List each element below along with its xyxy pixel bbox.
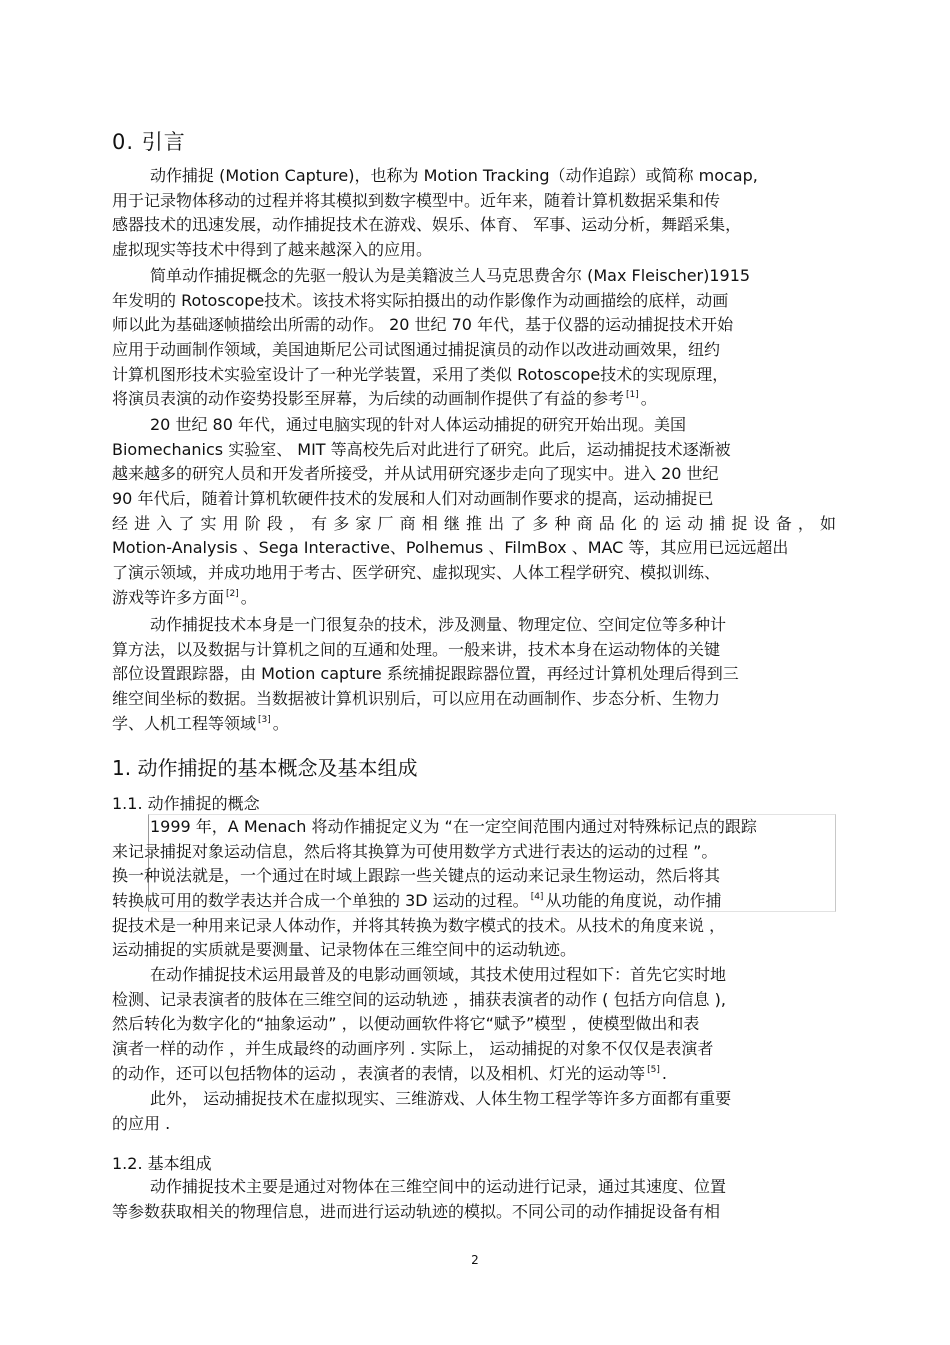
- page-number: 2: [471, 1253, 479, 1267]
- subsection-heading-1-1: 1.1. 动作捕捉的概念: [112, 794, 260, 813]
- paragraph-line: 用于记录物体移动的过程并将其模拟到数字模型中。近年来，随着计算机数据采集和传: [112, 190, 721, 210]
- paragraph-line: 虚拟现实等技术中得到了越来越深入的应用。: [112, 240, 433, 260]
- paragraph-line: 演者一样的动作 ，并生成最终的动画序列 . 实际上， 运动捕捉的对象不仅仅是表演者: [112, 1039, 714, 1059]
- paragraph-line: Biomechanics 实验室、 MIT 等高校先后对此进行了研究。此后，运动捕捉技术逐渐被: [112, 439, 731, 459]
- line-continuation: 从功能的角度说，动作捕: [545, 891, 722, 911]
- paragraph-line: 等参数获取相关的物理信息，进而进行运动轨迹的模拟。不同公司的动作捕捉设备有相: [112, 1201, 721, 1221]
- paragraph-line: 年发明的 Rotoscope技术。该技术将实际拍摄出的动作影像作为动画描绘的底样，动画: [112, 290, 729, 310]
- line-end: 。: [640, 389, 657, 409]
- line-end: .: [661, 1063, 667, 1083]
- paragraph-intro-3: [112, 413, 842, 611]
- section-heading-intro: 0. 引言: [112, 130, 186, 154]
- paragraph-line: 动作捕捉技术主要是通过对物体在三维空间中的运动进行记录，通过其速度、位置: [150, 1177, 727, 1196]
- citation-ref: [3]: [258, 714, 271, 725]
- paragraph-intro-4: [112, 613, 842, 736]
- paragraph-line: [112, 712, 842, 737]
- paragraph-line: 算方法，以及数据与计算机之间的互通和处理。一般来讲，技术本身在运动物体的关键: [112, 639, 721, 659]
- paragraph-line: [112, 889, 842, 914]
- paragraph-line: 动作捕捉 (Motion Capture)，也称为 Motion Tracking（动作追踪）或简称 mocap,: [150, 166, 758, 185]
- paragraph-concept-3: [112, 1087, 842, 1136]
- citation-ref: [4]: [530, 892, 544, 903]
- paragraph-line: 计算机图形技术实验室设计了一种光学装置，采用了类似 Rotoscope技术的实现原理，: [112, 364, 729, 384]
- paragraph-line: [112, 586, 842, 611]
- paragraph-line: 20 世纪 80 年代，通过电脑实现的针对人体运动捕捉的研究开始出现。美国: [150, 415, 686, 434]
- paragraph-line: 1999 年，A Menach 将动作捕捉定义为 “在一定空间范围内通过对特殊标记点的跟踪: [150, 817, 757, 836]
- paragraph-line: [112, 1062, 842, 1087]
- paragraph-line: 的应用 .: [112, 1113, 171, 1133]
- paragraph-intro-2: [112, 264, 842, 412]
- paragraph-line: 部位设置跟踪器，由 Motion capture 系统捕捉跟踪器位置，再经过计算机处理后得到三: [112, 664, 739, 684]
- citation-ref: [1]: [626, 390, 639, 401]
- line-text: 学、人机工程等领域: [112, 713, 257, 733]
- paragraph-concept-2: [112, 963, 842, 1086]
- section-heading-1: 1. 动作捕捉的基本概念及基本组成: [112, 756, 418, 780]
- paragraph-line: 越来越多的研究人员和开发者所接受，并从试用研究逐步走向了现实中。进入 20 世纪: [112, 464, 719, 484]
- line-text: 游戏等许多方面: [112, 587, 225, 607]
- line-text: 转换成可用的数学表达并合成一个单独的 3D 运动的过程。: [112, 891, 529, 911]
- paragraph-components: [112, 1175, 842, 1224]
- paragraph-line: 应用于动画制作领域，美国迪斯尼公司试图通过捕捉演员的动作以改进动画效果，纽约: [112, 340, 721, 360]
- paragraph-line: 简单动作捕捉概念的先驱一般认为是美籍波兰人马克思费舍尔 (Max Fleischer)1915: [150, 266, 751, 285]
- paragraph-line: Motion-Analysis 、Sega Interactive、Polhemus 、FilmBox 、MAC 等，其应用已远远超出: [112, 538, 789, 558]
- line-end: 。: [240, 587, 257, 607]
- paragraph-line: 90 年代后，随着计算机软硬件技术的发展和人们对动画制作要求的提高，运动捕捉已: [112, 489, 714, 509]
- subsection-heading-1-2: 1.2. 基本组成: [112, 1154, 212, 1173]
- paragraph-line: 捉技术是一种用来记录人体动作，并将其转换为数字模式的技术。从技术的角度来说 ，: [112, 915, 726, 935]
- paragraph-intro-1: [112, 164, 842, 263]
- paragraph-line: 感器技术的迅速发展，动作捕捉技术在游戏、娱乐、体育、 军事、运动分析，舞蹈采集，: [112, 215, 742, 235]
- paragraph-line: 师以此为基础逐帧描绘出所需的动作。 20 世纪 70 年代，基于仪器的运动捕捉技术开始: [112, 315, 734, 335]
- paragraph-line: 此外， 运动捕捉技术在虚拟现实、三维游戏、人体生物工程学等许多方面都有重要: [150, 1089, 732, 1108]
- paragraph-line: 运动捕捉的实质就是要测量、记录物体在三维空间中的运动轨迹。: [112, 940, 577, 960]
- line-end: 。: [272, 713, 289, 733]
- paragraph-line: 经进入了实用阶段，有多家厂商相继推出了多种商品化的运动捕捉设备，如: [112, 513, 836, 533]
- paragraph-line: 检测、记录表演者的肢体在三维空间的运动轨迹 ，捕获表演者的动作 ( 包括方向信息 ),: [112, 989, 726, 1009]
- paragraph-line: 维空间坐标的数据。当数据被计算机识别后，可以应用在动画制作、步态分析、生物力: [112, 689, 721, 709]
- paragraph-concept-1: [112, 815, 842, 963]
- paragraph-line: 在动作捕捉技术运用最普及的电影动画领域，其技术使用过程如下：首先它实时地: [150, 965, 727, 984]
- paragraph-line: 动作捕捉技术本身是一门很复杂的技术，涉及测量、物理定位、空间定位等多种计: [150, 615, 727, 634]
- paragraph-line: 了演示领域，并成功地用于考古、医学研究、虚拟现实、人体工程学研究、模拟训练、: [112, 563, 721, 583]
- paragraph-line: [112, 387, 842, 412]
- paragraph-line: 来记录捕捉对象运动信息，然后将其换算为可使用数学方式进行表达的运动的过程 ”。: [112, 841, 718, 861]
- citation-ref: [5]: [647, 1064, 660, 1075]
- line-text: 将演员表演的动作姿势投影至屏幕，为后续的动画制作提供了有益的参考: [112, 389, 625, 409]
- paragraph-line: 然后转化为数字化的“抽象运动” ，以便动画软件将它“赋予”模型 ，使模型做出和表: [112, 1014, 700, 1034]
- paragraph-line: 换一种说法就是，一个通过在时域上跟踪一些关键点的运动来记录生物运动，然后将其: [112, 866, 721, 886]
- citation-ref: [2]: [226, 588, 239, 599]
- line-text: 的动作，还可以包括物体的运动 ，表演者的表情，以及相机、灯光的运动等: [112, 1063, 646, 1083]
